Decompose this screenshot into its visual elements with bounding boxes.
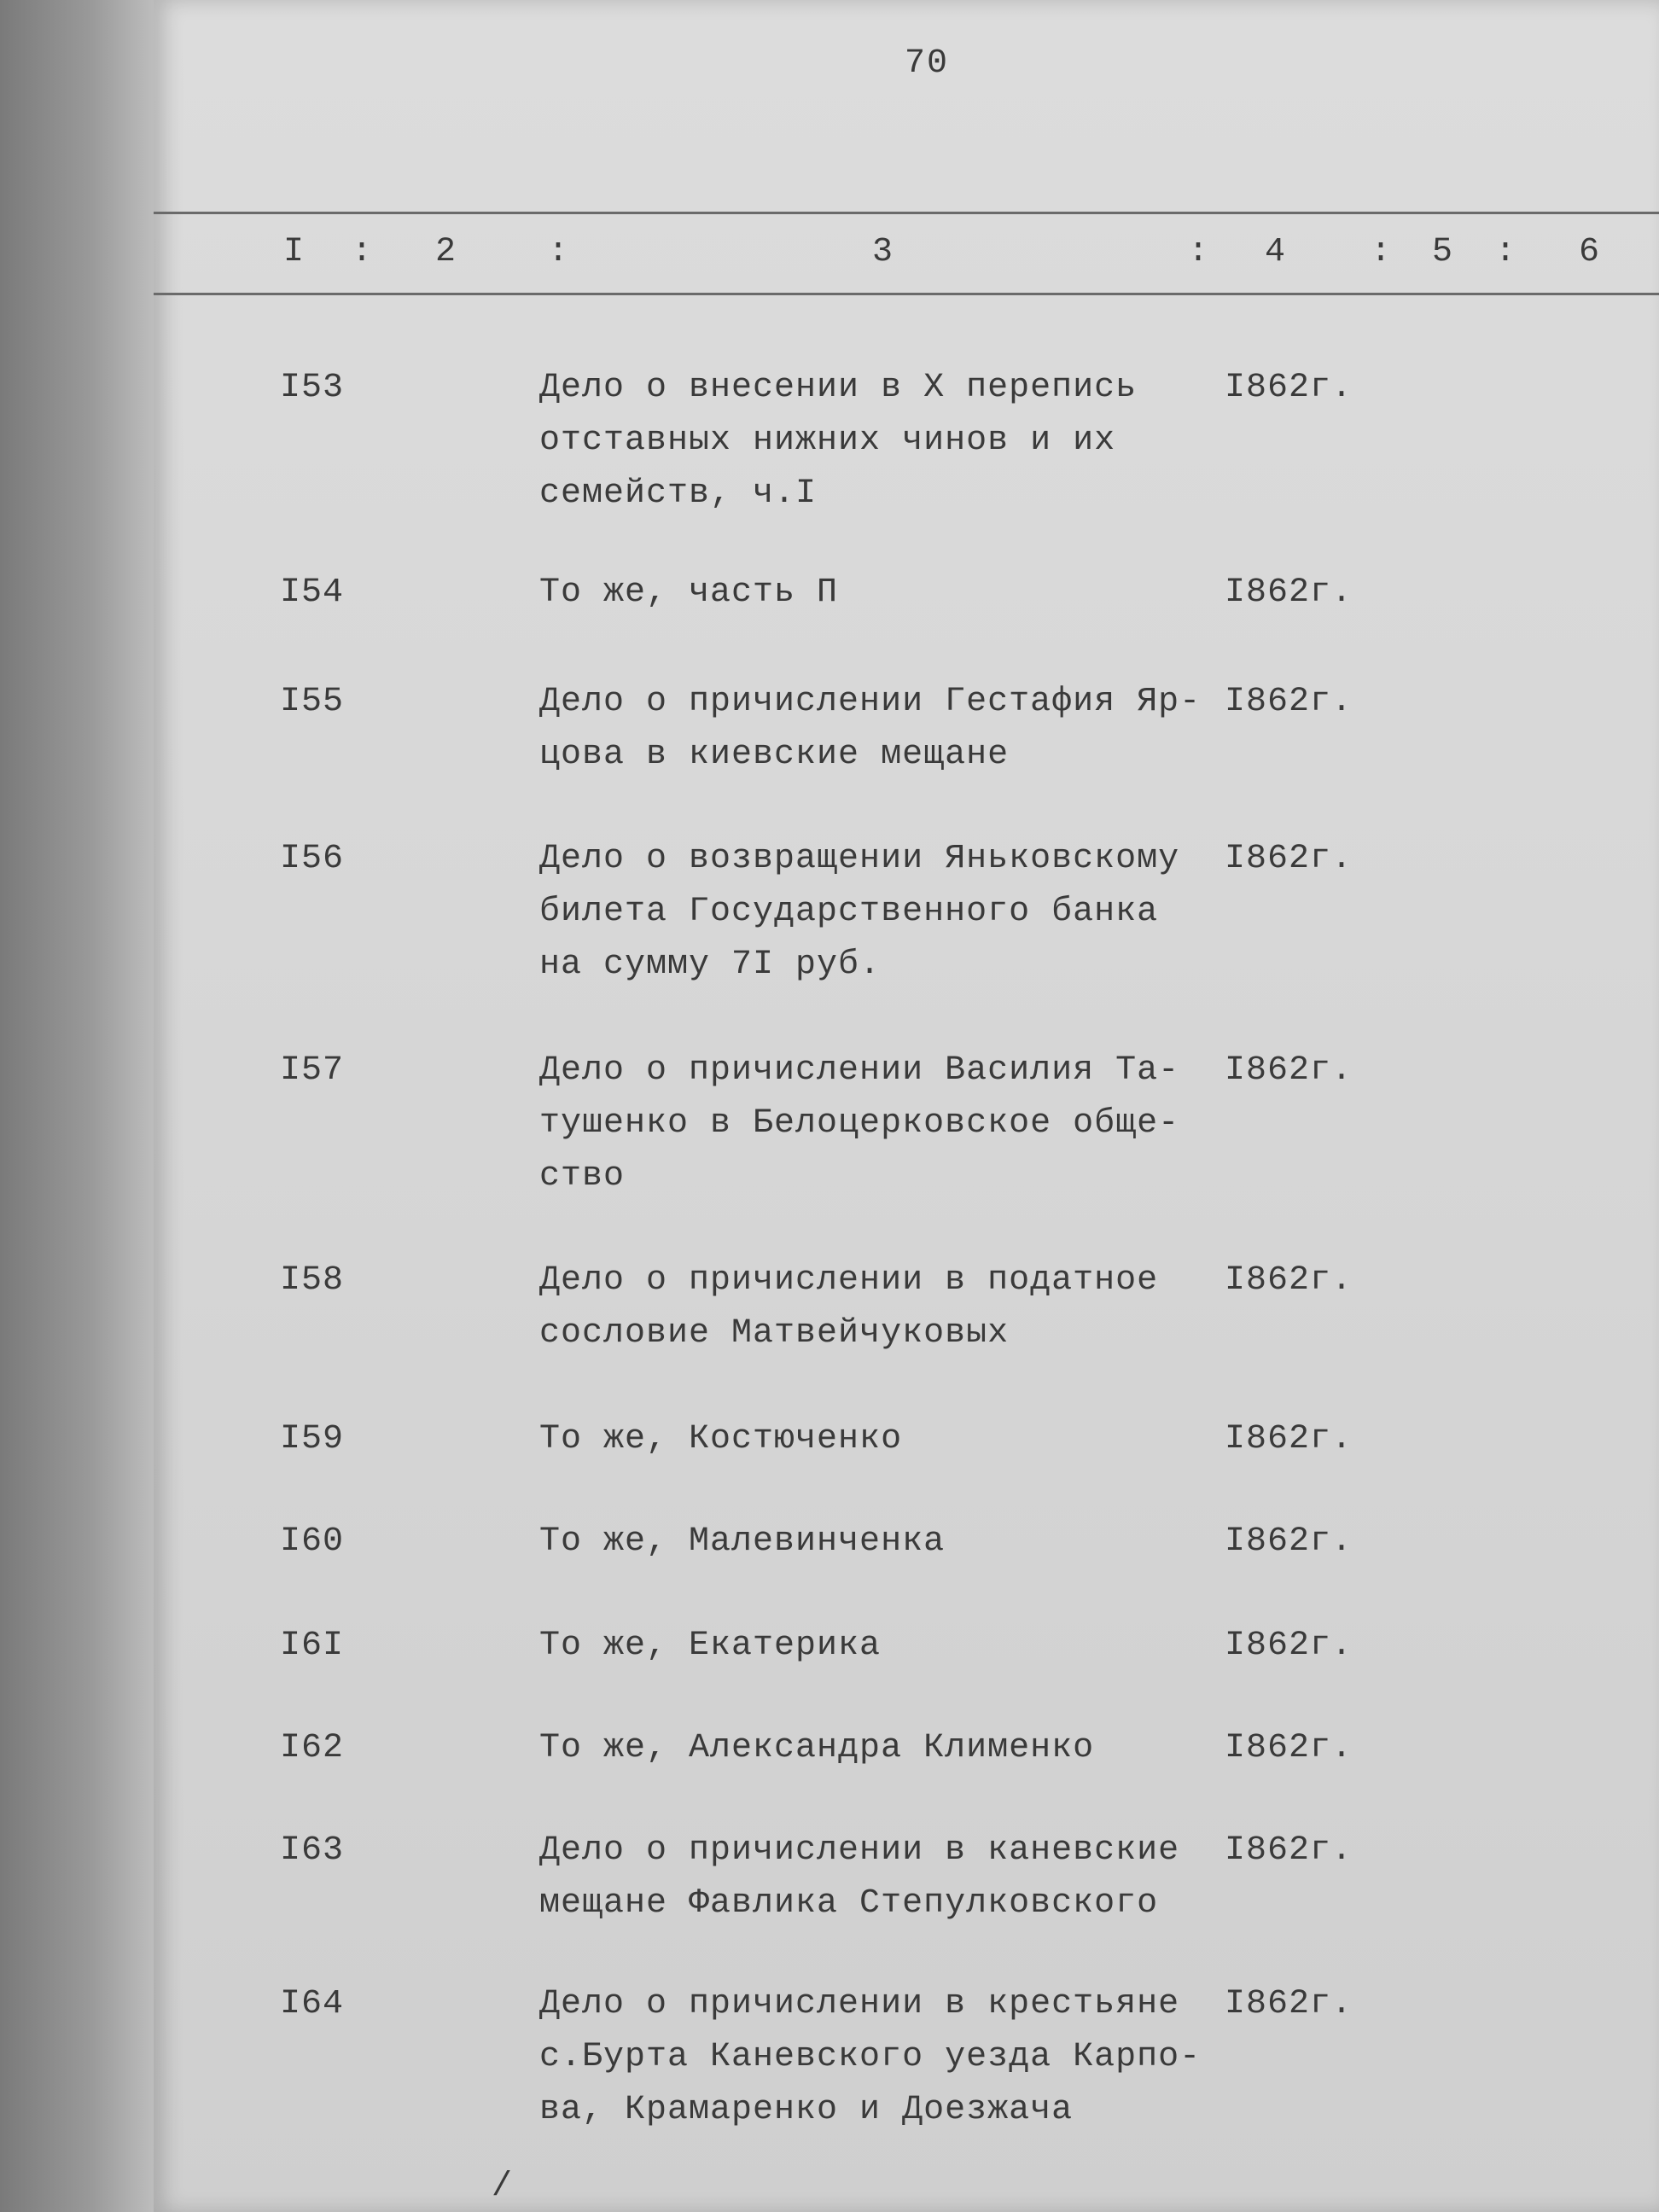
- entry-year: I862г.: [1225, 1729, 1353, 1767]
- header-col-6: 6: [1579, 233, 1600, 271]
- entry-number: I64: [280, 1985, 345, 2023]
- book-binding: [0, 0, 154, 2212]
- entry-year: I862г.: [1225, 1627, 1353, 1665]
- entry-number: I53: [280, 369, 345, 407]
- entry-number: I55: [280, 683, 345, 721]
- header-col-3: 3: [872, 233, 894, 271]
- entry-number: I57: [280, 1051, 345, 1090]
- entry-year: I862г.: [1225, 1051, 1353, 1090]
- entry-title: Дело о причислении Василия Та- тушенко в Белоцерковское обще- ство: [539, 1051, 1180, 1196]
- entry-year: I862г.: [1225, 1522, 1353, 1561]
- header-col-1: I: [283, 233, 305, 271]
- entry-number: I58: [280, 1261, 345, 1300]
- header-col-2: 2: [435, 233, 457, 271]
- entry-title: То же, Костюченко: [539, 1420, 903, 1458]
- header-separator: :: [1371, 233, 1392, 271]
- entry-year: I862г.: [1225, 1985, 1353, 2023]
- header-col-5: 5: [1432, 233, 1453, 271]
- entry-number: I59: [280, 1420, 345, 1458]
- entry-title: Дело о причислении Гестафия Яр- цова в киевские мещане: [539, 683, 1202, 774]
- entry-title: То же, Екатерика: [539, 1627, 882, 1665]
- page-number: 70: [905, 44, 950, 83]
- entry-title: То же, Александра Клименко: [539, 1729, 1095, 1767]
- entry-number: I54: [280, 573, 345, 612]
- entry-year: I862г.: [1225, 1420, 1353, 1458]
- entry-title: Дело о внесении в Х перепись отставных нижних чинов и их семейств, ч.I: [539, 369, 1138, 513]
- entry-title: То же, Малевинченка: [539, 1522, 946, 1561]
- entry-year: I862г.: [1225, 683, 1353, 721]
- entry-title: Дело о причислении в податное сословие Матвейчуковых: [539, 1261, 1159, 1353]
- entry-title: Дело о возвращении Яньковскому билета Государственного банка на сумму 7I руб.: [539, 840, 1180, 984]
- entry-year: I862г.: [1225, 573, 1353, 612]
- entry-year: I862г.: [1225, 369, 1353, 407]
- header-separator: :: [1495, 233, 1516, 271]
- entry-number: I60: [280, 1522, 345, 1561]
- margin-mark: /: [492, 2168, 513, 2206]
- entry-year: I862г.: [1225, 1261, 1353, 1300]
- entry-number: I6I: [280, 1627, 345, 1665]
- entry-number: I56: [280, 840, 345, 878]
- entry-title: То же, часть П: [539, 573, 839, 612]
- entry-title: Дело о причислении в крестьяне с.Бурта Каневского уезда Карпо- ва, Крамаренко и Доезжача: [539, 1985, 1202, 2129]
- header-separator: :: [352, 233, 373, 271]
- entry-year: I862г.: [1225, 1831, 1353, 1870]
- page-sheet: [154, 0, 1659, 2212]
- column-header: [154, 212, 1659, 295]
- entry-number: I63: [280, 1831, 345, 1870]
- entry-title: Дело о причислении в каневские мещане Фавлика Степулковского: [539, 1831, 1180, 1923]
- entry-year: I862г.: [1225, 840, 1353, 878]
- entry-number: I62: [280, 1729, 345, 1767]
- header-separator: :: [1188, 233, 1209, 271]
- header-separator: :: [548, 233, 569, 271]
- header-col-4: 4: [1265, 233, 1286, 271]
